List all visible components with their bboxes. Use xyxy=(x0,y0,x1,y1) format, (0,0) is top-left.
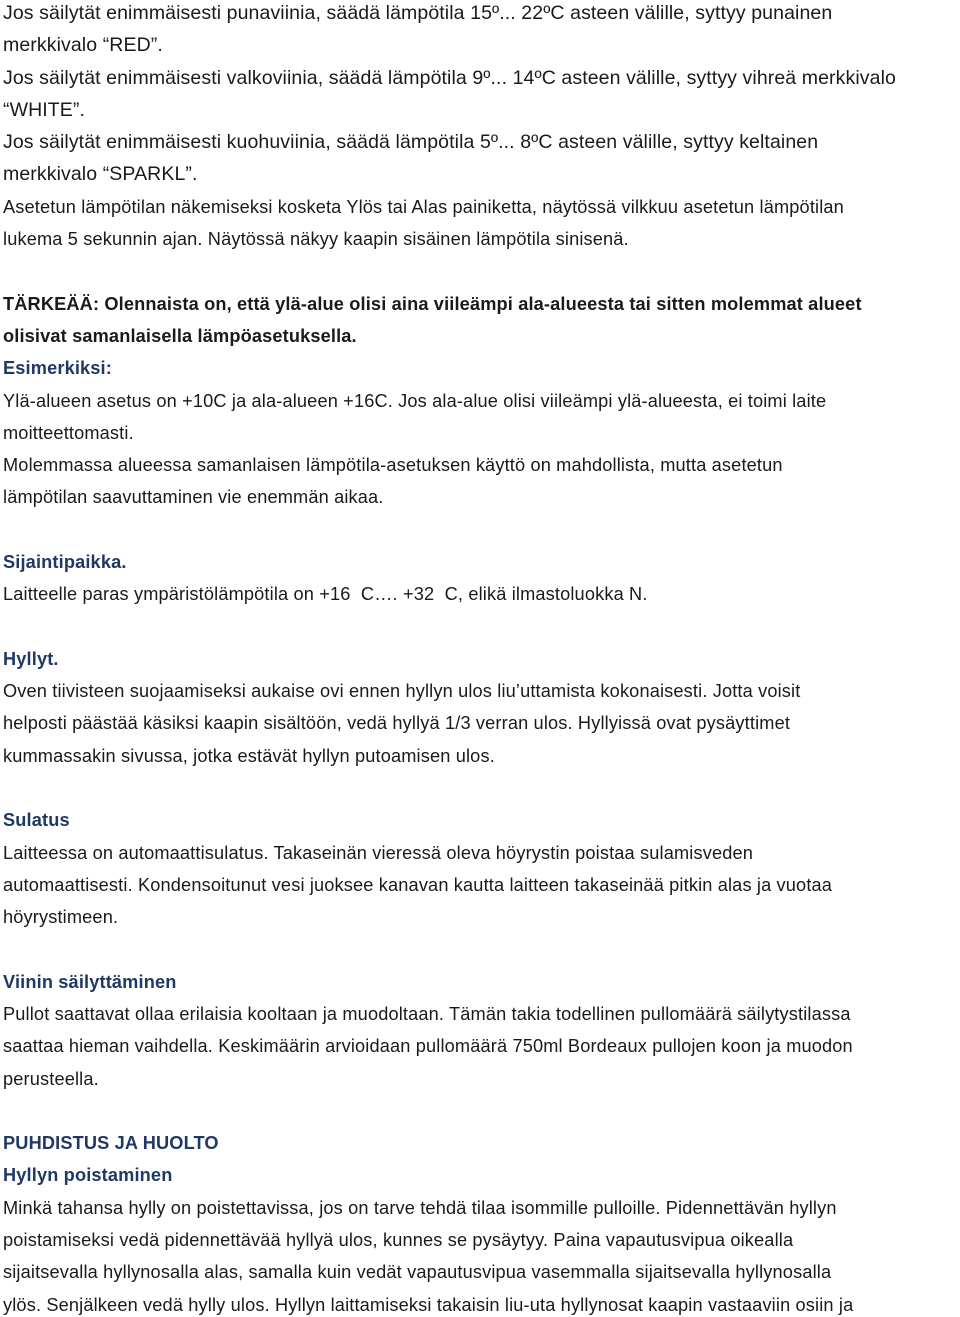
paragraph-line: Asetetun lämpötilan näkemiseksi kosketa Ylös tai Alas painiketta, näytössä vilkkuu asetetun lämpötilan xyxy=(3,197,844,217)
paragraph-line: Jos säilytät enimmäisesti kuohuviinia, säädä lämpötila 5º... 8ºC asteen välille, syttyy keltainen xyxy=(3,131,819,153)
paragraph-line: ylös. Senjälkeen vedä hylly ulos. Hyllyn laittamiseksi takaisin liu-uta hyllynosat kaapin vastaaviin osiin ja xyxy=(3,1295,854,1315)
paragraph-line: lukema 5 sekunnin ajan. Näytössä näkyy kaapin sisäinen lämpötila sinisenä. xyxy=(3,229,629,249)
paragraph-line: Jos säilytät enimmäisesti punaviinia, säädä lämpötila 15º... 22ºC asteen välille, syttyy punainen xyxy=(3,2,833,24)
paragraph-line: “WHITE”. xyxy=(3,99,86,121)
paragraph-line: moitteettomasti. xyxy=(3,423,134,443)
defrost-heading: Sulatus xyxy=(3,810,70,830)
paragraph-line: helposti päästää käsiksi kaapin sisältöön, vedä hyllyä 1/3 verran ulos. Hyllyissä ovat pysäyttimet xyxy=(3,713,791,733)
shelves-heading: Hyllyt. xyxy=(3,649,59,669)
storage-heading: Viinin säilyttäminen xyxy=(3,972,177,992)
paragraph-line: höyrystimeen. xyxy=(3,907,119,927)
paragraph-line: saattaa hieman vaihdella. Keskimäärin arvioidaan pullomäärä 750ml Bordeaux pullojen koon ja muodon xyxy=(3,1036,853,1056)
paragraph-line: merkkivalo “SPARKL”. xyxy=(3,163,198,185)
paragraph-line: kummassakin sivussa, jotka estävät hyllyn putoamisen ulos. xyxy=(3,746,495,766)
cleaning-heading: PUHDISTUS JA HUOLTO xyxy=(3,1133,219,1153)
shelf-removal-heading: Hyllyn poistaminen xyxy=(3,1165,173,1185)
location-heading: Sijaintipaikka. xyxy=(3,552,127,572)
paragraph-line: Laitteelle paras ympäristölämpötila on +16 C…. +32 C, elikä ilmastoluokka N. xyxy=(3,584,648,604)
paragraph-line: Ylä-alueen asetus on +10C ja ala-alueen +16C. Jos ala-alue olisi viileämpi ylä-alueesta, ei toimi laite xyxy=(3,391,827,411)
paragraph-line: lämpötilan saavuttaminen vie enemmän aikaa. xyxy=(3,487,384,507)
paragraph-line: perusteella. xyxy=(3,1069,99,1089)
paragraph-line: Pullot saattavat ollaa erilaisia kooltaan ja muodoltaan. Tämän takia todellinen pullomäärä säilytystilassa xyxy=(3,1004,851,1024)
paragraph-line: poistamiseksi vedä pidennettävää hyllyä ulos, kunnes se pysäytyy. Paina vapautusvipua oikealla xyxy=(3,1230,794,1250)
paragraph-line: Laitteessa on automaattisulatus. Takaseinän vieressä oleva höyrystin poistaa sulamisveden xyxy=(3,843,754,863)
paragraph-line: automaattisesti. Kondensoitunut vesi juoksee kanavan kautta laitteen takaseinää pitkin alas ja vuotaa xyxy=(3,875,833,895)
example-heading: Esimerkiksi: xyxy=(3,358,112,378)
paragraph-line: Molemmassa alueessa samanlaisen lämpötila-asetuksen käyttö on mahdollista, mutta asetetun xyxy=(3,455,783,475)
paragraph-line: Minkä tahansa hylly on poistettavissa, jos on tarve tehdä tilaa isommille pulloille. Pidennettävän hyllyn xyxy=(3,1198,837,1218)
paragraph-line: merkkivalo “RED”. xyxy=(3,34,163,56)
paragraph-line: Jos säilytät enimmäisesti valkoviinia, säädä lämpötila 9º... 14ºC asteen välille, syttyy vihreä merkkivalo xyxy=(3,67,896,89)
paragraph-line: Oven tiivisteen suojaamiseksi aukaise ovi ennen hyllyn ulos liu’uttamista kokonaisesti. Jotta voisit xyxy=(3,681,801,701)
important-note: TÄRKEÄÄ: Olennaista on, että ylä-alue olisi aina viileämpi ala-alueesta tai sitten molemmat alueet xyxy=(3,294,862,314)
paragraph-line: sijaitsevalla hyllynosalla alas, samalla kuin vedät vapautusvipua vasemmalla sijaitsevalla hyllynosalla xyxy=(3,1262,832,1282)
important-note: olisivat samanlaisella lämpöasetuksella. xyxy=(3,326,357,346)
